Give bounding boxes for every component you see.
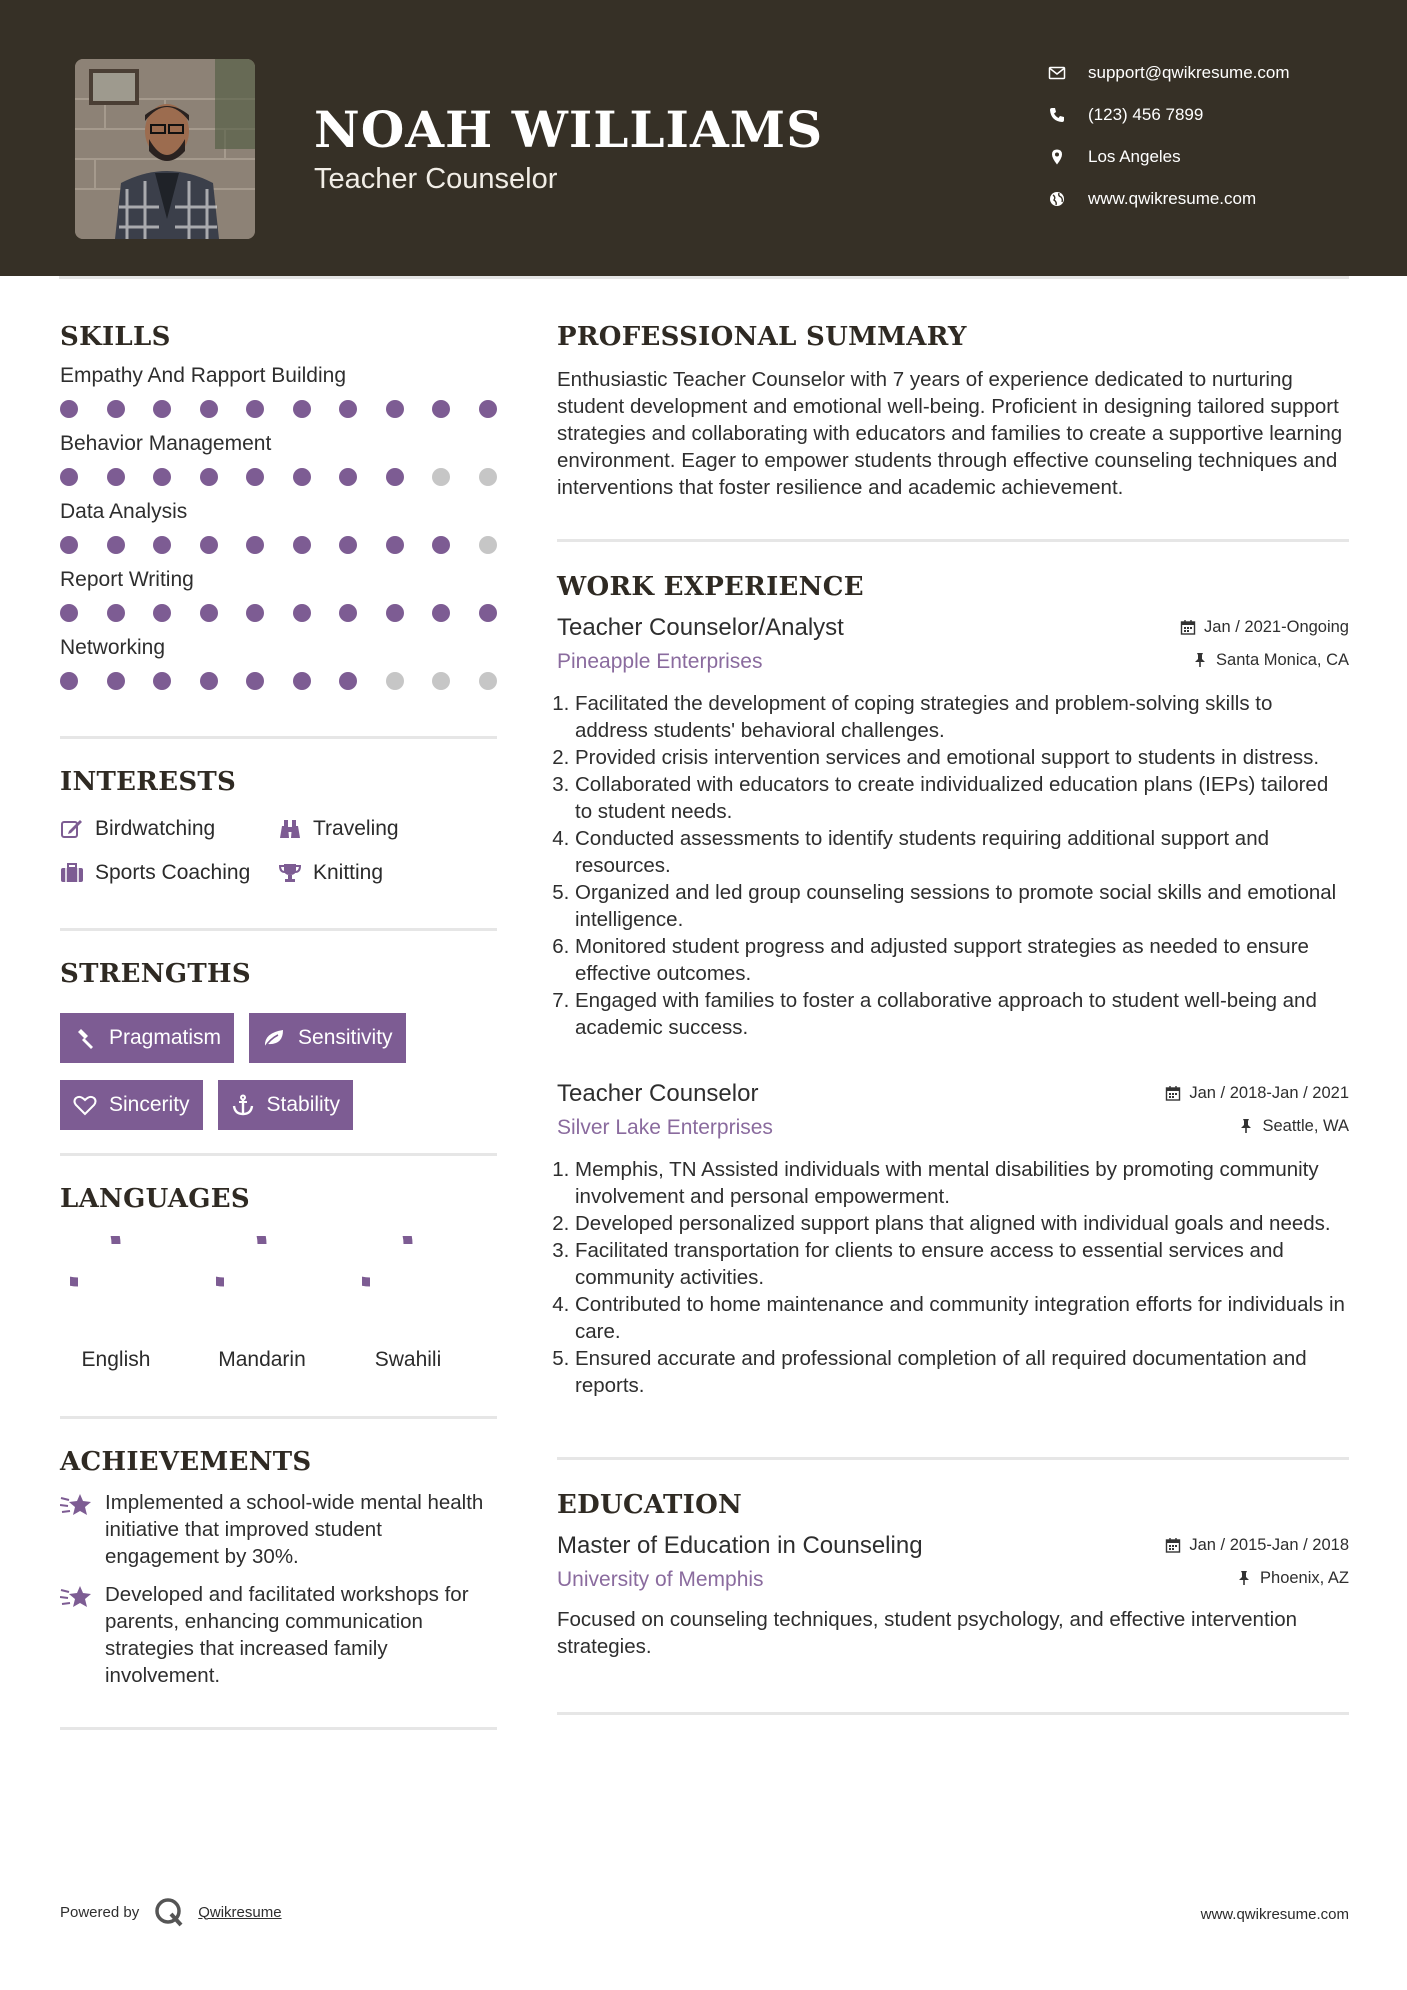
rating-dot-filled <box>107 536 125 554</box>
rating-dot-empty <box>479 468 497 486</box>
rating-dot-filled <box>153 604 171 622</box>
section-divider <box>557 539 1349 542</box>
section-divider <box>60 1416 497 1419</box>
qwikresume-link[interactable]: Qwikresume <box>198 1903 282 1921</box>
rating-dot-filled <box>293 468 311 486</box>
rating-dot-filled <box>246 672 264 690</box>
rating-dot-empty <box>479 672 497 690</box>
education-dates-text: Jan / 2015-Jan / 2018 <box>1189 1535 1349 1554</box>
candidate-name: NOAH WILLIAMS <box>314 100 824 159</box>
strength-badge <box>60 1080 203 1130</box>
job-entry <box>557 1080 1349 1399</box>
language-item <box>66 1236 166 1372</box>
education-school: University of Memphis <box>557 1568 764 1591</box>
strength-label: Sincerity <box>109 1093 190 1116</box>
achievement-text: Implemented a school-wide mental health initiative that improved student engagement by 30%. <box>105 1491 484 1568</box>
language-name: Swahili <box>374 1348 442 1371</box>
rating-dot-filled <box>293 604 311 622</box>
interest-item <box>60 859 278 887</box>
calendar-icon <box>1165 1085 1181 1101</box>
strength-badge <box>60 1013 234 1063</box>
profile-photo <box>75 59 255 239</box>
interest-item <box>60 815 278 843</box>
skill-name: Behavior Management <box>60 432 272 455</box>
rating-dot-filled <box>246 604 264 622</box>
job-bullet: 4. Conducted assessments to identify students requiring additional support and resources. <box>575 825 1349 879</box>
job-bullets <box>557 690 1349 1041</box>
rating-dot-filled <box>293 672 311 690</box>
strength-label: Sensitivity <box>298 1026 393 1049</box>
job-bullet: 6. Monitored student progress and adjusted support strategies as needed to ensure effective outcomes. <box>575 933 1349 987</box>
language-name: English <box>81 1348 151 1371</box>
rating-dot-filled <box>60 468 78 486</box>
rating-dot-empty <box>432 468 450 486</box>
languages-list <box>60 1236 497 1372</box>
language-gauge-arc <box>216 1236 262 1282</box>
rating-dot-filled <box>432 604 450 622</box>
pushpin-icon <box>1238 1118 1254 1134</box>
job-company: Pineapple Enterprises <box>557 650 763 673</box>
interest-label: Knitting <box>313 861 384 884</box>
achievements-heading: ACHIEVEMENTS <box>60 1447 312 1477</box>
skill-name: Empathy And Rapport Building <box>60 364 347 387</box>
rating-dot-empty <box>432 672 450 690</box>
globe-icon <box>1048 190 1066 208</box>
rating-dot-filled <box>339 672 357 690</box>
section-divider <box>60 1153 497 1156</box>
rating-dot-filled <box>339 468 357 486</box>
language-gauge-arc <box>70 1236 116 1282</box>
left-column <box>60 322 497 1730</box>
job-location-text: Santa Monica, CA <box>1216 650 1349 669</box>
job-location-text: Seattle, WA <box>1262 1116 1349 1135</box>
interests-heading: INTERESTS <box>60 767 237 797</box>
skill-name: Report Writing <box>60 568 194 591</box>
job-bullet: 2. Developed personalized support plans that aligned with individual goals and needs. <box>575 1210 1349 1237</box>
achievements-list <box>60 1489 497 1689</box>
heart-icon <box>73 1094 97 1116</box>
rating-dot-filled <box>386 400 404 418</box>
job-bullet: 2. Provided crisis intervention services and emotional support to students in distress. <box>575 744 1349 771</box>
contact-list <box>1048 52 1290 220</box>
rating-dot-filled <box>339 400 357 418</box>
skills-heading: SKILLS <box>60 322 171 352</box>
qwikresume-logo-icon <box>154 1897 184 1927</box>
leaf-icon <box>262 1027 286 1049</box>
rating-dot-filled <box>293 400 311 418</box>
gavel-icon <box>73 1027 97 1049</box>
rating-dot-filled <box>479 604 497 622</box>
interest-label: Birdwatching <box>95 817 216 840</box>
rating-dot-filled <box>153 672 171 690</box>
contact-email[interactable] <box>1048 52 1290 94</box>
skill-rating <box>60 536 497 556</box>
job-dates-text: Jan / 2018-Jan / 2021 <box>1189 1083 1349 1102</box>
rating-dot-filled <box>386 468 404 486</box>
language-item <box>212 1236 312 1372</box>
footer-powered-by <box>60 1897 282 1927</box>
language-item <box>358 1236 458 1372</box>
rating-dot-filled <box>386 536 404 554</box>
job-bullet: 5. Ensured accurate and professional completion of all required documentation and reports. <box>575 1345 1349 1399</box>
interests-list <box>60 815 497 887</box>
language-gauge-arc <box>362 1236 408 1282</box>
contact-location-text: Los Angeles <box>1088 147 1181 166</box>
skill-name: Networking <box>60 636 166 659</box>
rating-dot-empty <box>479 536 497 554</box>
job-location <box>1192 651 1349 670</box>
anchor-icon <box>231 1094 255 1116</box>
calendar-icon <box>1180 619 1196 635</box>
education-description: Focused on counseling techniques, student psychology, and effective intervention strategies. <box>557 1608 1298 1658</box>
strength-badge <box>249 1013 406 1063</box>
envelope-icon <box>1048 64 1066 82</box>
job-title: Teacher Counselor <box>557 1080 759 1107</box>
rating-dot-filled <box>432 536 450 554</box>
trophy-icon <box>278 862 302 884</box>
section-divider <box>557 1712 1349 1715</box>
pushpin-icon <box>1192 652 1208 668</box>
calendar-icon <box>1165 1537 1181 1553</box>
rating-dot-filled <box>386 604 404 622</box>
rating-dot-filled <box>246 536 264 554</box>
contact-location <box>1048 136 1290 178</box>
education-location <box>1236 1569 1349 1588</box>
interest-label: Sports Coaching <box>95 861 251 884</box>
summary-text: Enthusiastic Teacher Counselor with 7 years of experience dedicated to nurturing student development and emotional well-being. Proficient in designing tailored support strategies and collaborating with educators and families to create a supportive learning environment. Eager to empower students through effective counseling techniques and interventions that foster resilience and academic achievement. <box>557 368 1343 499</box>
skill-name: Data Analysis <box>60 500 188 523</box>
phone-icon <box>1048 106 1066 124</box>
rating-dot-filled <box>200 536 218 554</box>
strength-label: Pragmatism <box>109 1026 222 1049</box>
section-divider <box>60 928 497 931</box>
job-bullet: 4. Contributed to home maintenance and community integration efforts for individuals in care. <box>575 1291 1349 1345</box>
rating-dot-filled <box>60 536 78 554</box>
candidate-title: Teacher Counselor <box>314 163 558 195</box>
contact-website-text: www.qwikresume.com <box>1088 189 1257 208</box>
binoculars-icon <box>278 818 302 840</box>
rating-dot-filled <box>200 468 218 486</box>
rating-dot-filled <box>60 672 78 690</box>
rating-dot-filled <box>246 468 264 486</box>
rating-dot-filled <box>107 604 125 622</box>
skills-list <box>60 364 497 692</box>
rating-dot-filled <box>432 400 450 418</box>
job-title: Teacher Counselor/Analyst <box>557 614 844 641</box>
interest-label: Traveling <box>313 817 399 840</box>
contact-website[interactable] <box>1048 178 1290 220</box>
rating-dot-filled <box>153 468 171 486</box>
contact-phone[interactable] <box>1048 94 1290 136</box>
section-divider <box>557 1457 1349 1460</box>
experience-heading: WORK EXPERIENCE <box>557 572 864 602</box>
map-pin-icon <box>1048 148 1066 166</box>
job-company: Silver Lake Enterprises <box>557 1116 773 1139</box>
rating-dot-filled <box>479 400 497 418</box>
skill-rating <box>60 400 497 420</box>
powered-by-text: Powered by <box>60 1903 140 1921</box>
skill-rating <box>60 672 497 692</box>
education-entry <box>557 1532 1349 1660</box>
rating-dot-filled <box>107 672 125 690</box>
contact-phone-text: (123) 456 7899 <box>1088 105 1204 124</box>
job-bullet: 1. Facilitated the development of coping strategies and problem-solving skills to address students' behavioral challenges. <box>575 690 1349 744</box>
edit-icon <box>60 818 84 840</box>
interest-item <box>278 815 497 843</box>
rating-dot-filled <box>153 536 171 554</box>
pushpin-icon <box>1236 1570 1252 1586</box>
strengths-heading: STRENGTHS <box>60 959 251 989</box>
language-gauge <box>216 1236 308 1328</box>
skill-rating <box>60 468 497 488</box>
profile-photo-image <box>75 59 255 239</box>
right-column <box>557 322 1349 1715</box>
language-gauge <box>362 1236 454 1328</box>
header-divider <box>59 276 1349 279</box>
strength-badge <box>218 1080 354 1130</box>
languages-heading: LANGUAGES <box>60 1184 250 1214</box>
job-bullets <box>557 1156 1349 1399</box>
education-location-text: Phoenix, AZ <box>1260 1568 1349 1587</box>
job-dates <box>1180 618 1349 637</box>
rating-dot-filled <box>246 400 264 418</box>
strength-label: Stability <box>266 1093 341 1116</box>
job-location <box>1238 1117 1349 1136</box>
rating-dot-filled <box>107 468 125 486</box>
shooting-star-icon <box>60 1582 94 1612</box>
rating-dot-filled <box>60 604 78 622</box>
education-degree: Master of Education in Counseling <box>557 1532 923 1559</box>
achievement-text: Developed and facilitated workshops for parents, enhancing communication strategies that increased family involvement. <box>105 1583 469 1687</box>
briefcase-icon <box>60 862 84 884</box>
rating-dot-filled <box>60 400 78 418</box>
achievement-item <box>60 1489 497 1570</box>
rating-dot-filled <box>293 536 311 554</box>
job-dates <box>1165 1084 1349 1103</box>
job-bullet: 5. Organized and led group counseling sessions to promote social skills and emotional intelligence. <box>575 879 1349 933</box>
job-entry <box>557 614 1349 1041</box>
language-gauge <box>70 1236 162 1328</box>
job-bullet: 3. Facilitated transportation for clients to ensure access to essential services and community activities. <box>575 1237 1349 1291</box>
shooting-star-icon <box>60 1490 94 1520</box>
rating-dot-filled <box>339 536 357 554</box>
job-bullet: 7. Engaged with families to foster a collaborative approach to student well-being and academic success. <box>575 987 1349 1041</box>
section-divider <box>60 1727 497 1730</box>
summary-heading: PROFESSIONAL SUMMARY <box>557 322 967 352</box>
job-bullet: 3. Collaborated with educators to create individualized education plans (IEPs) tailored to student needs. <box>575 771 1349 825</box>
strengths-list <box>60 1013 497 1130</box>
education-heading: EDUCATION <box>557 1490 743 1520</box>
rating-dot-filled <box>153 400 171 418</box>
job-dates-text: Jan / 2021-Ongoing <box>1204 617 1349 636</box>
skill-rating <box>60 604 497 624</box>
contact-email-text: support@qwikresume.com <box>1088 63 1290 82</box>
rating-dot-filled <box>200 672 218 690</box>
rating-dot-empty <box>386 672 404 690</box>
education-dates <box>1165 1536 1349 1555</box>
resume-header <box>0 0 1407 276</box>
rating-dot-filled <box>107 400 125 418</box>
footer-website[interactable]: www.qwikresume.com <box>1200 1906 1349 1923</box>
section-divider <box>60 736 497 739</box>
job-bullet: 1. Memphis, TN Assisted individuals with mental disabilities by promoting community involvement and personal empowerment. <box>575 1156 1349 1210</box>
rating-dot-filled <box>200 400 218 418</box>
interest-item <box>278 859 497 887</box>
achievement-item <box>60 1581 497 1689</box>
language-name: Mandarin <box>218 1348 306 1371</box>
rating-dot-filled <box>200 604 218 622</box>
rating-dot-filled <box>339 604 357 622</box>
